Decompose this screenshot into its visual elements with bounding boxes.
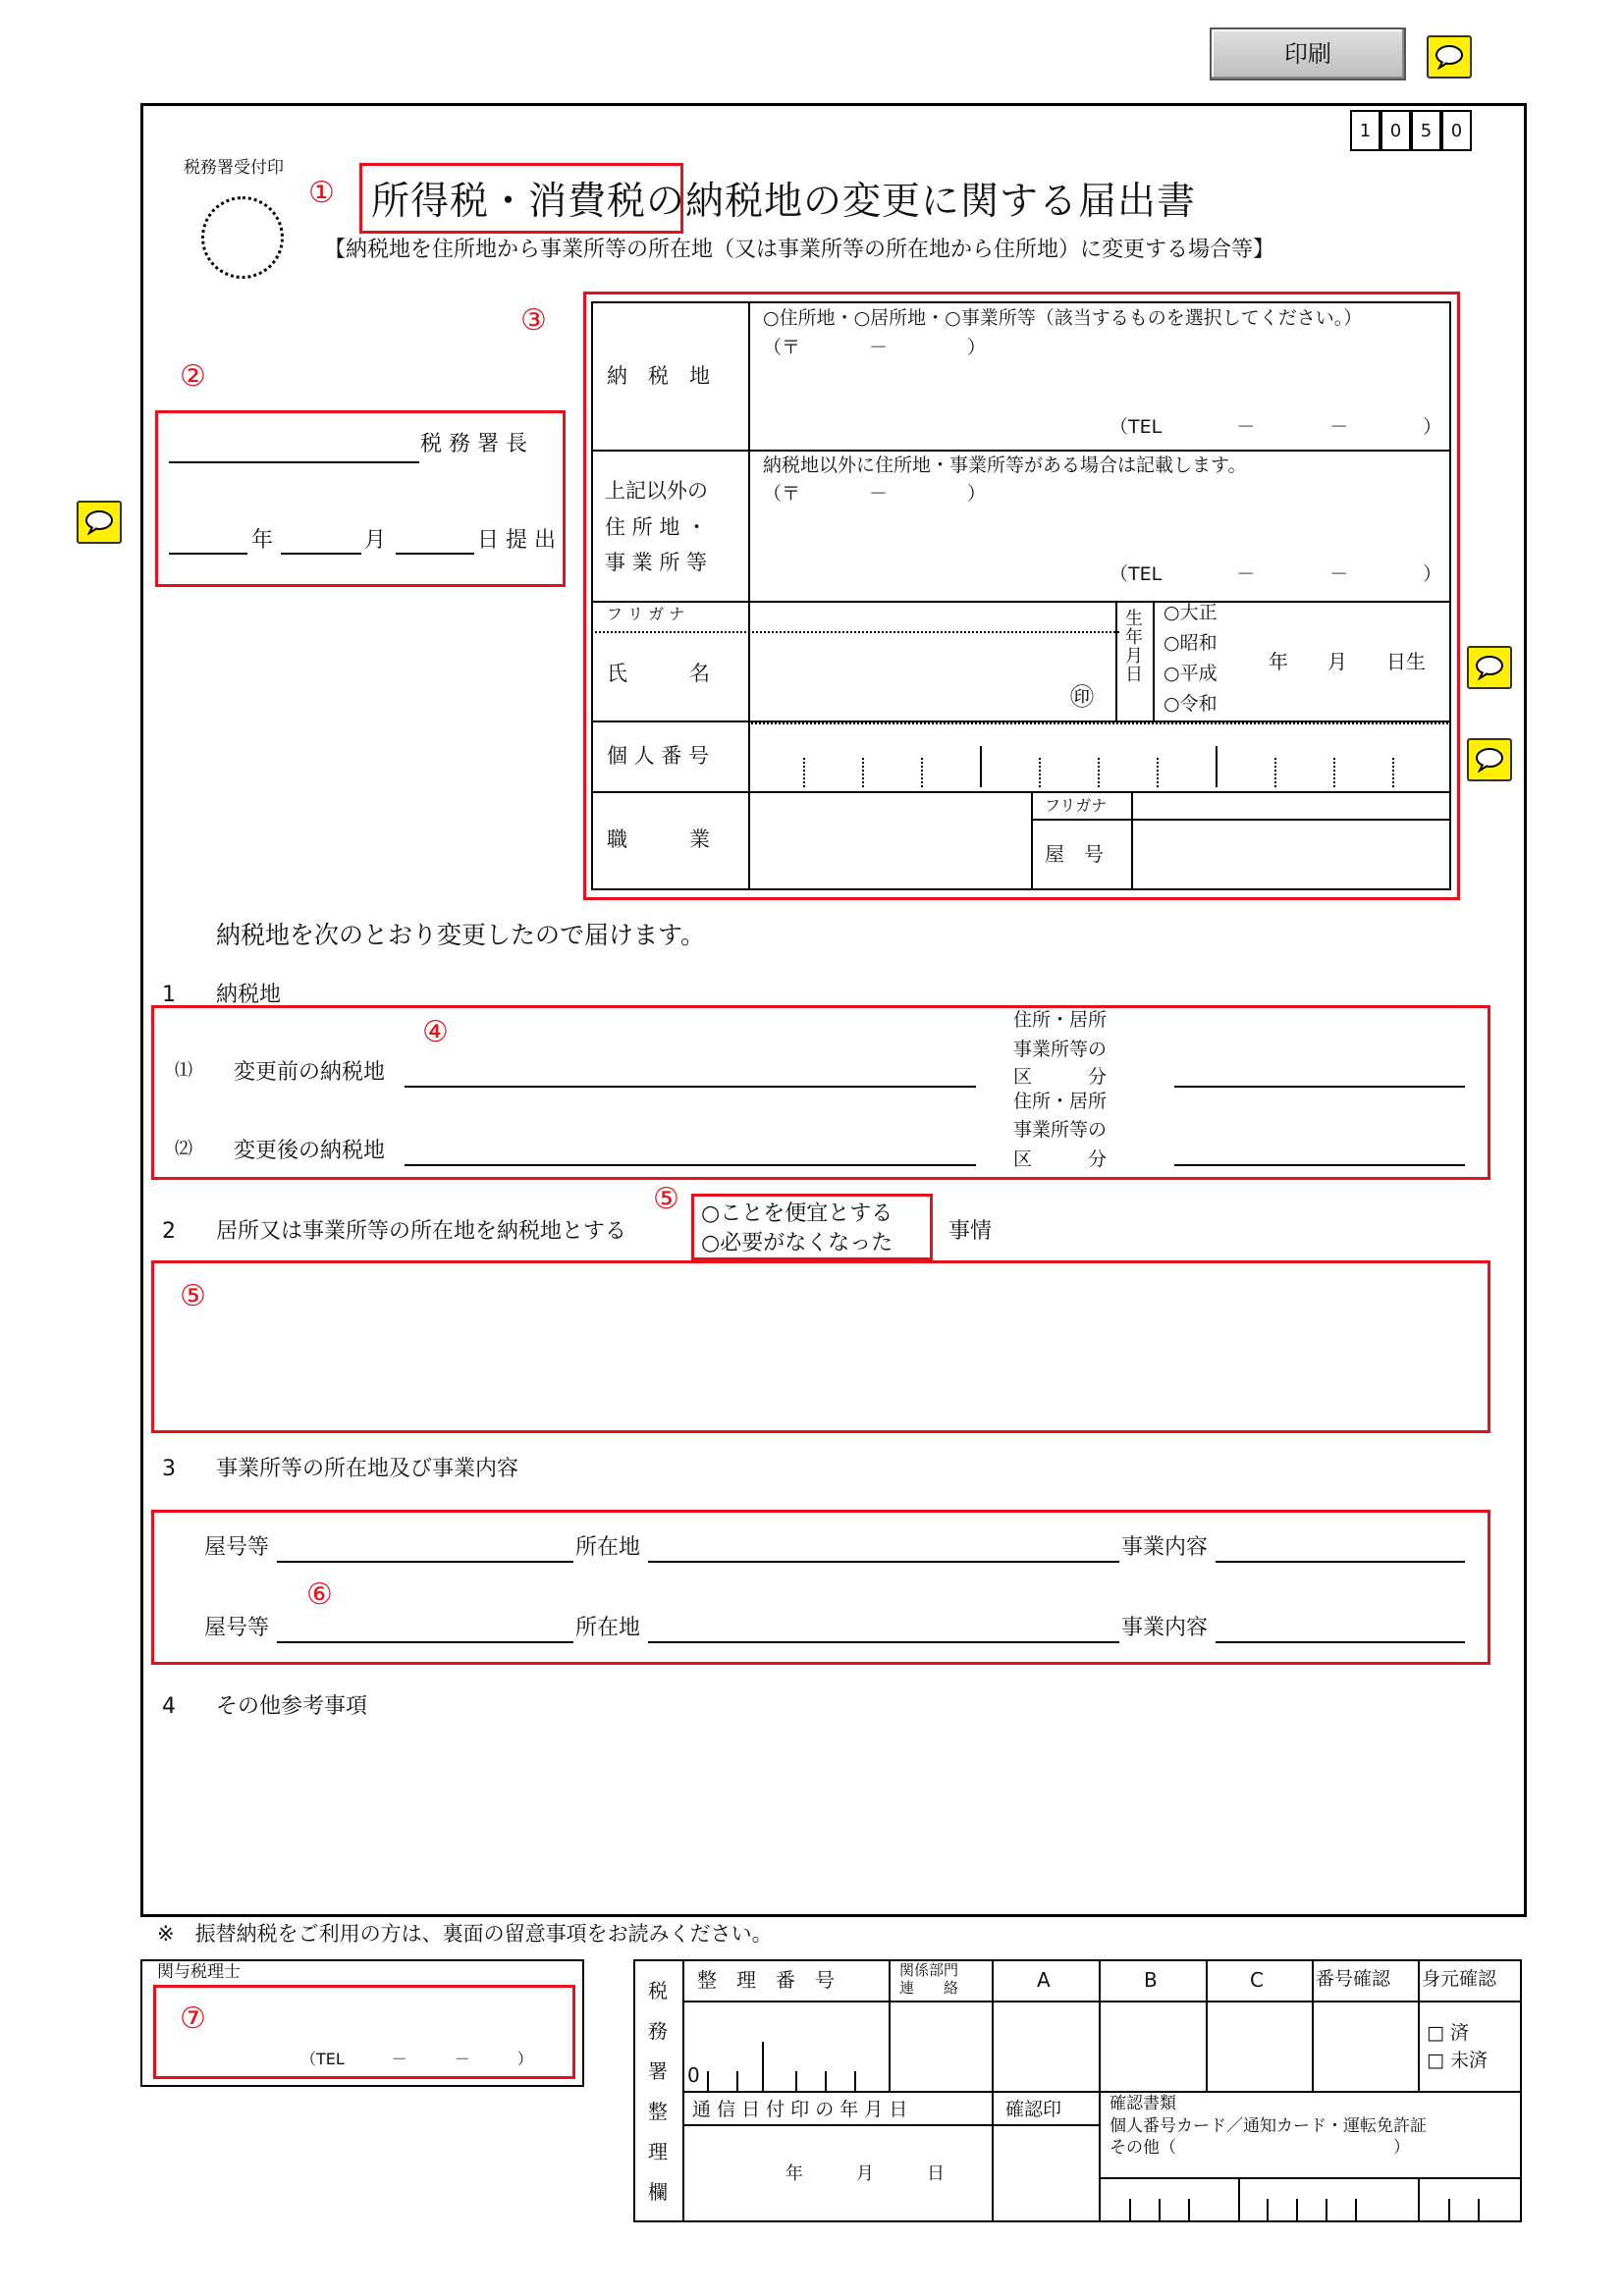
yago-label: 屋号等 — [204, 1616, 270, 1640]
tick-mark — [736, 2071, 738, 2091]
zip-dash: － — [869, 337, 889, 358]
tick-mark — [795, 2071, 797, 2091]
row-divider — [748, 722, 1451, 724]
digit-separator — [1157, 758, 1159, 787]
page-subtitle: 【納税地を住所地から事業所等の所在地（又は事業所等の所在地から住所地）に変更する場合等】 — [324, 238, 1275, 262]
tick-mark — [825, 2071, 827, 2091]
tax-accountant-tel[interactable]: （TEL － － ） — [300, 2050, 533, 2068]
digit-separator — [1274, 758, 1276, 787]
era-showa[interactable]: ○昭和 — [1164, 632, 1218, 654]
tick-mark — [1159, 2199, 1161, 2222]
tick-mark — [1326, 2199, 1327, 2222]
zip-open: （〒 — [763, 337, 801, 358]
tick-mark — [1129, 2199, 1131, 2222]
digit-separator — [1333, 758, 1335, 787]
table-divider — [1131, 791, 1133, 890]
name-label: 氏 名 — [607, 662, 710, 685]
tick-mark — [854, 2071, 856, 2091]
marker-3: ③ — [520, 303, 547, 338]
row-divider — [591, 450, 1451, 452]
col-b: B — [1144, 1968, 1158, 1992]
kubun-label: 事業所等の — [1013, 1039, 1108, 1060]
business-label: 事業内容 — [1121, 1535, 1209, 1560]
month-label: 月 — [364, 528, 387, 553]
before-input[interactable] — [405, 1086, 976, 1088]
tick-mark — [762, 2042, 764, 2091]
tick-mark — [1478, 2199, 1480, 2222]
kakunin-in-label: 確認印 — [1005, 2099, 1062, 2120]
table-divider — [889, 1959, 891, 2091]
marker-5: ⑤ — [653, 1182, 679, 1216]
row-divider — [682, 2001, 1522, 2002]
table-divider — [1312, 1959, 1314, 2091]
page-title: 所得税・消費税の納税地の変更に関する届出書 — [371, 180, 1197, 224]
tick-mark — [707, 2071, 709, 2091]
remarks-area[interactable] — [216, 1728, 1492, 1904]
tax-accountant-label: 関与税理士 — [157, 1962, 241, 1982]
tick-mark — [1448, 2199, 1450, 2222]
shop-label: 屋 号 — [1045, 842, 1104, 866]
marker-5b: ⑤ — [180, 1279, 206, 1313]
office-name-line[interactable] — [169, 461, 419, 463]
section-4-title: その他参考事項 — [216, 1694, 368, 1719]
day-line[interactable] — [396, 553, 474, 555]
era-reiwa[interactable]: ○令和 — [1164, 693, 1218, 715]
reason-textarea[interactable] — [151, 1260, 1490, 1433]
applicant-table — [591, 301, 1451, 890]
reason-option-2[interactable]: ○必要がなくなった — [701, 1231, 893, 1255]
table-divider — [992, 1959, 994, 2222]
year-line[interactable] — [169, 553, 247, 555]
marker-2: ② — [180, 359, 206, 394]
kakunin-shorui-other: その他（ ） — [1110, 2138, 1410, 2158]
table-divider — [1418, 1959, 1420, 2091]
section-1-title: 納税地 — [216, 983, 282, 1007]
kakunin-shorui-text: 個人番号カード／通知カード・運転免許証 — [1110, 2116, 1427, 2136]
marker-4: ④ — [422, 1015, 449, 1049]
kubun-before-input[interactable] — [1174, 1086, 1465, 1088]
kubun-label: 区 分 — [1013, 1066, 1108, 1088]
checkbox-done[interactable]: □ 済 — [1427, 2022, 1469, 2044]
table-divider — [1099, 1959, 1101, 2222]
renraku-label: 連 絡 — [899, 1979, 959, 1997]
day-submit-label: 日 提 出 — [477, 528, 556, 553]
table-divider — [1206, 1959, 1208, 2091]
row-divider — [1099, 2177, 1522, 2179]
bango-kakunin-label: 番号確認 — [1316, 1968, 1391, 1990]
location-input[interactable] — [648, 1561, 1119, 1563]
office-use-side-label: 税 務 署 整 理 欄 — [648, 1979, 668, 2204]
highlight-1 — [359, 163, 683, 234]
other-label: 事 業 所 等 — [605, 551, 708, 574]
comment-icon[interactable] — [77, 501, 122, 544]
table-divider — [1153, 601, 1155, 721]
marker-1: ① — [308, 176, 335, 210]
tick-mark — [1296, 2199, 1298, 2222]
table-divider — [1115, 601, 1117, 721]
seiri-zero: 0 — [687, 2063, 700, 2087]
kubun-label: 住所・居所 — [1013, 1009, 1108, 1031]
tick-mark — [1188, 2199, 1190, 2222]
marker-7: ⑦ — [180, 2002, 206, 2036]
digit-separator — [862, 758, 864, 787]
era-heisei[interactable]: ○平成 — [1164, 663, 1218, 684]
tick-mark — [1267, 2199, 1269, 2222]
section-2-tail: 事情 — [948, 1219, 993, 1244]
number-separator — [980, 746, 982, 787]
section-2-title: 居所又は事業所等の所在地を納税地とする — [216, 1219, 627, 1244]
other-label: 住 所 地 ・ — [605, 515, 708, 539]
section-2-number: 2 — [162, 1219, 176, 1244]
location-input[interactable] — [648, 1641, 1119, 1643]
row-divider — [591, 791, 1451, 793]
number-separator — [1216, 746, 1218, 787]
stamp-circle — [201, 196, 284, 279]
section-4-number: 4 — [162, 1694, 176, 1719]
before-num: ⑴ — [175, 1060, 192, 1081]
kubun-after-input[interactable] — [1174, 1164, 1465, 1166]
mimoto-kakunin-label: 身元確認 — [1422, 1968, 1497, 1990]
year-label: 年 — [251, 528, 274, 553]
nozeichi-options[interactable]: ○住所地・○居所地・○事業所等（該当するものを選択してください。） — [763, 307, 1363, 329]
intro-text: 納税地を次のとおり変更したので届けます。 — [216, 921, 706, 949]
form-number-digit: 0 — [1441, 110, 1472, 151]
row-divider — [1031, 819, 1451, 821]
section-3-number: 3 — [162, 1457, 176, 1481]
stamp-label: 税務署受付印 — [184, 158, 284, 178]
comment-icon[interactable] — [1427, 35, 1472, 79]
row-divider — [591, 601, 1451, 603]
kubun-label: 事業所等の — [1013, 1119, 1108, 1141]
furigana-label: フリガナ — [1045, 796, 1108, 815]
yago-input[interactable] — [277, 1641, 573, 1643]
tick-mark — [1355, 2199, 1357, 2222]
digit-separator — [803, 758, 805, 787]
zip-open: （〒 — [763, 483, 801, 505]
form-number-digit: 5 — [1411, 110, 1441, 151]
table-divider — [748, 301, 750, 890]
table-divider — [1418, 2177, 1420, 2222]
location-label: 所在地 — [575, 1535, 641, 1560]
nozeichi-label: 納 税 地 — [607, 364, 710, 388]
marker-6: ⑥ — [306, 1577, 333, 1612]
row-divider — [682, 2124, 1099, 2126]
digit-separator — [921, 758, 923, 787]
yago-label: 屋号等 — [204, 1535, 270, 1560]
zip-dash: － — [869, 483, 889, 505]
birth-label: 生年月日 — [1125, 609, 1143, 685]
row-divider — [682, 2091, 1522, 2093]
kankei-label: 関係部門 — [899, 1961, 959, 1979]
row-divider — [591, 631, 1119, 633]
before-label: 変更前の納税地 — [234, 1060, 386, 1085]
kubun-label: 区 分 — [1013, 1148, 1108, 1170]
zip-close: ） — [967, 337, 987, 358]
furigana-label: フ リ ガ ナ — [607, 605, 685, 623]
tel-field[interactable]: （TEL － － ） — [1110, 416, 1442, 438]
form-number-digit: 0 — [1380, 110, 1411, 151]
business-input[interactable] — [1216, 1641, 1465, 1643]
print-button[interactable]: 印刷 — [1210, 27, 1406, 80]
form-number-digit: 1 — [1350, 110, 1380, 151]
business-label: 事業内容 — [1121, 1616, 1209, 1640]
digit-separator — [1392, 758, 1394, 787]
location-label: 所在地 — [575, 1616, 641, 1640]
col-a: A — [1037, 1968, 1051, 1992]
office-suffix: 税 務 署 長 — [420, 432, 527, 456]
after-input[interactable] — [405, 1164, 976, 1166]
era-taisho[interactable]: ○大正 — [1164, 602, 1218, 623]
other-note: 納税地以外に住所地・事業所等がある場合は記載します。 — [763, 454, 1247, 476]
tsushin-label: 通 信 日 付 印 の 年 月 日 — [692, 2099, 908, 2120]
footnote: ※ 振替納税をご利用の方は、裏面の留意事項をお読みください。 — [157, 1922, 773, 1946]
job-label: 職 業 — [607, 828, 710, 851]
zip-close: ） — [967, 483, 987, 505]
other-label: 上記以外の — [605, 479, 708, 503]
seal-icon: ㊞ — [1070, 683, 1094, 711]
tel-field[interactable]: （TEL － － ） — [1110, 563, 1442, 585]
kubun-label: 住所・居所 — [1013, 1091, 1108, 1112]
after-label: 変更後の納税地 — [234, 1139, 386, 1163]
business-input[interactable] — [1216, 1561, 1465, 1563]
checkbox-not-done[interactable]: □ 未済 — [1427, 2050, 1488, 2071]
section-3-title: 事業所等の所在地及び事業内容 — [216, 1457, 519, 1481]
month-line[interactable] — [281, 553, 361, 555]
col-c: C — [1250, 1968, 1264, 1992]
kakunin-shorui-label: 確認書類 — [1110, 2094, 1176, 2113]
after-num: ⑵ — [175, 1139, 192, 1159]
section-1-number: 1 — [162, 983, 176, 1007]
table-divider — [1238, 2177, 1240, 2222]
digit-separator — [1039, 758, 1041, 787]
mynumber-label: 個 人 番 号 — [607, 744, 710, 768]
digit-separator — [1098, 758, 1100, 787]
date-ymd-label: 年 月 日 — [785, 2163, 945, 2184]
reason-option-1[interactable]: ○ことを便宜とする — [701, 1201, 893, 1226]
seiri-bango-label: 整 理 番 号 — [697, 1968, 835, 1992]
yago-input[interactable] — [277, 1561, 573, 1563]
birth-date[interactable]: 年 月 日生 — [1269, 650, 1426, 673]
table-divider — [1031, 791, 1033, 890]
